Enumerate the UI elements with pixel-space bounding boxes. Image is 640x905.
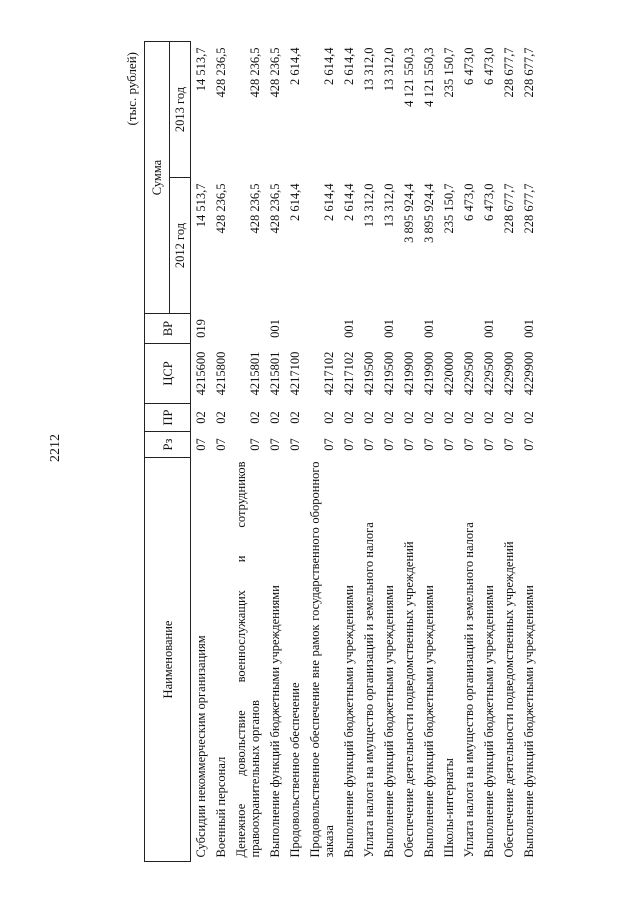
cell-vr xyxy=(359,314,379,344)
cell-csr: 4219500 xyxy=(362,351,376,396)
cell-name: Выполнение функций бюджетными учреждениями xyxy=(382,585,396,858)
cell-vr: 001 xyxy=(382,319,396,338)
table-body xyxy=(191,42,540,862)
table-row xyxy=(231,42,265,862)
cell-pr: 02 xyxy=(462,411,476,424)
cell-rz: 07 xyxy=(362,438,376,451)
budget-table xyxy=(144,41,539,862)
cell-name: Продовольственное обеспечение xyxy=(288,682,302,858)
cell-csr: 4219900 xyxy=(402,351,416,396)
cell-name: Уплата налога на имущество организаций и земельного налога xyxy=(462,522,476,858)
cell-vr: 001 xyxy=(522,319,536,338)
cell-sum-2012: 228 677,7 xyxy=(522,183,536,234)
page-number: 2212 xyxy=(48,434,63,462)
cell-rz: 07 xyxy=(442,438,456,451)
cell-name: Выполнение функций бюджетными учреждениями xyxy=(268,585,282,858)
cell-sum-2012: 13 312,0 xyxy=(362,183,376,228)
cell-sum-2013: 6 473,0 xyxy=(482,47,496,85)
table-row xyxy=(305,42,339,862)
cell-name: Выполнение функций бюджетными учреждениями xyxy=(422,585,436,858)
cell-sum-2012: 2 614,4 xyxy=(288,183,302,221)
cell-name: Субсидии некоммерческим организациям xyxy=(194,635,208,858)
cell-csr: 4217102 xyxy=(342,351,356,396)
cell-pr: 02 xyxy=(322,411,336,424)
cell-rz: 07 xyxy=(522,438,536,451)
cell-csr: 4229900 xyxy=(502,351,516,396)
cell-name: Уплата налога на имущество организаций и земельного налога xyxy=(362,522,376,858)
cell-sum-2013: 2 614,4 xyxy=(322,47,336,85)
cell-vr xyxy=(285,314,305,344)
cell-rz: 07 xyxy=(214,438,228,451)
cell-rz: 07 xyxy=(322,438,336,451)
cell-rz: 07 xyxy=(268,438,282,451)
cell-rz: 07 xyxy=(342,438,356,451)
cell-rz: 07 xyxy=(194,438,208,451)
cell-sum-2013: 4 121 550,3 xyxy=(402,47,416,107)
cell-sum-2012: 428 236,5 xyxy=(268,183,282,234)
cell-pr: 02 xyxy=(422,411,436,424)
cell-sum-2012: 13 312,0 xyxy=(382,183,396,228)
cell-pr: 02 xyxy=(214,411,228,424)
table-row xyxy=(379,42,399,862)
cell-sum-2013: 4 121 550,3 xyxy=(422,47,436,107)
rotated-page-content xyxy=(122,42,622,862)
cell-sum-2012: 6 473,0 xyxy=(462,183,476,221)
cell-sum-2013: 428 236,5 xyxy=(214,47,228,98)
cell-pr: 02 xyxy=(402,411,416,424)
cell-name: Военный персонал xyxy=(214,756,228,858)
cell-sum-2012: 14 513,7 xyxy=(194,183,208,228)
cell-sum-2012: 428 236,5 xyxy=(248,183,262,234)
cell-rz: 07 xyxy=(382,438,396,451)
cell-rz: 07 xyxy=(422,438,436,451)
cell-pr: 02 xyxy=(288,411,302,424)
cell-sum-2013: 2 614,4 xyxy=(342,47,356,85)
table-row xyxy=(339,42,359,862)
cell-csr: 4220000 xyxy=(442,351,456,396)
table-row xyxy=(479,42,499,862)
header-pr: ПР xyxy=(145,404,191,432)
cell-csr: 4215801 xyxy=(268,351,282,396)
cell-sum-2012: 228 677,7 xyxy=(502,183,516,234)
cell-pr: 02 xyxy=(194,411,208,424)
cell-vr xyxy=(399,314,419,344)
table-row xyxy=(419,42,439,862)
header-year-2012: 2012 год xyxy=(170,178,191,314)
cell-csr: 4229900 xyxy=(522,351,536,396)
cell-rz: 07 xyxy=(482,438,496,451)
cell-pr: 02 xyxy=(502,411,516,424)
cell-vr xyxy=(211,314,231,344)
table-row xyxy=(439,42,459,862)
table-row xyxy=(211,42,231,862)
table-row xyxy=(459,42,479,862)
cell-sum-2012: 3 895 924,4 xyxy=(422,183,436,243)
cell-csr: 4229500 xyxy=(462,351,476,396)
cell-sum-2012: 6 473,0 xyxy=(482,183,496,221)
table-header xyxy=(145,42,191,862)
cell-rz: 07 xyxy=(462,438,476,451)
cell-csr: 4219900 xyxy=(422,351,436,396)
cell-csr: 4215801 xyxy=(248,351,262,396)
cell-sum-2013: 228 677,7 xyxy=(502,47,516,98)
cell-vr xyxy=(231,314,265,344)
cell-csr: 4217100 xyxy=(288,351,302,396)
cell-pr: 02 xyxy=(482,411,496,424)
table-row xyxy=(499,42,519,862)
cell-sum-2013: 228 677,7 xyxy=(522,47,536,98)
cell-sum-2013: 6 473,0 xyxy=(462,47,476,85)
cell-vr xyxy=(459,314,479,344)
cell-sum-2013: 13 312,0 xyxy=(382,47,396,92)
cell-sum-2012: 235 150,7 xyxy=(442,183,456,234)
header-name: Наименование xyxy=(145,458,191,862)
cell-csr: 4217102 xyxy=(322,351,336,396)
cell-pr: 02 xyxy=(268,411,282,424)
cell-csr: 4215600 xyxy=(194,351,208,396)
cell-sum-2012: 2 614,4 xyxy=(342,183,356,221)
cell-sum-2013: 2 614,4 xyxy=(288,47,302,85)
header-sum: Сумма xyxy=(145,42,170,314)
cell-vr: 001 xyxy=(482,319,496,338)
cell-vr: 001 xyxy=(422,319,436,338)
table-row xyxy=(519,42,539,862)
cell-sum-2012: 2 614,4 xyxy=(322,183,336,221)
cell-rz: 07 xyxy=(402,438,416,451)
cell-rz: 07 xyxy=(248,438,262,451)
cell-vr: 001 xyxy=(268,319,282,338)
header-rz: Рз xyxy=(145,432,191,458)
cell-sum-2013: 235 150,7 xyxy=(442,47,456,98)
cell-vr xyxy=(499,314,519,344)
table-row xyxy=(359,42,379,862)
cell-name: Выполнение функций бюджетными учреждениями xyxy=(342,585,356,858)
cell-pr: 02 xyxy=(522,411,536,424)
cell-name: Выполнение функций бюджетными учреждениями xyxy=(522,585,536,858)
cell-vr xyxy=(439,314,459,344)
cell-rz: 07 xyxy=(288,438,302,451)
cell-vr: 019 xyxy=(194,319,208,338)
cell-sum-2012: 3 895 924,4 xyxy=(402,183,416,243)
cell-name: Продовольственное обеспечение вне рамок государственного оборонного заказа xyxy=(308,461,336,858)
cell-sum-2013: 428 236,5 xyxy=(268,47,282,98)
cell-name: Школы-интернаты xyxy=(442,758,456,858)
cell-rz: 07 xyxy=(502,438,516,451)
cell-name: Денежное довольствие военнослужащих и сотрудников правоохранительных органов xyxy=(234,461,262,858)
header-csr: ЦСР xyxy=(145,344,191,404)
header-vr: ВР xyxy=(145,314,191,344)
cell-sum-2012: 428 236,5 xyxy=(214,183,228,234)
header-year-2013: 2013 год xyxy=(170,42,191,178)
cell-name: Обеспечение деятельности подведомственных учреждений xyxy=(502,541,516,858)
cell-csr: 4215800 xyxy=(214,351,228,396)
cell-vr xyxy=(305,314,339,344)
cell-sum-2013: 14 513,7 xyxy=(194,47,208,92)
cell-pr: 02 xyxy=(362,411,376,424)
cell-csr: 4219500 xyxy=(382,351,396,396)
cell-sum-2013: 428 236,5 xyxy=(248,47,262,98)
table-row xyxy=(265,42,285,862)
units-label: (тыс. рублей) xyxy=(124,52,139,126)
table-row xyxy=(399,42,419,862)
table-row xyxy=(285,42,305,862)
cell-vr: 001 xyxy=(342,319,356,338)
cell-sum-2013: 13 312,0 xyxy=(362,47,376,92)
cell-pr: 02 xyxy=(382,411,396,424)
cell-pr: 02 xyxy=(442,411,456,424)
cell-name: Выполнение функций бюджетными учреждениями xyxy=(482,585,496,858)
cell-pr: 02 xyxy=(342,411,356,424)
cell-name: Обеспечение деятельности подведомственных учреждений xyxy=(402,541,416,858)
cell-pr: 02 xyxy=(248,411,262,424)
table-row xyxy=(191,42,212,862)
cell-csr: 4229500 xyxy=(482,351,496,396)
